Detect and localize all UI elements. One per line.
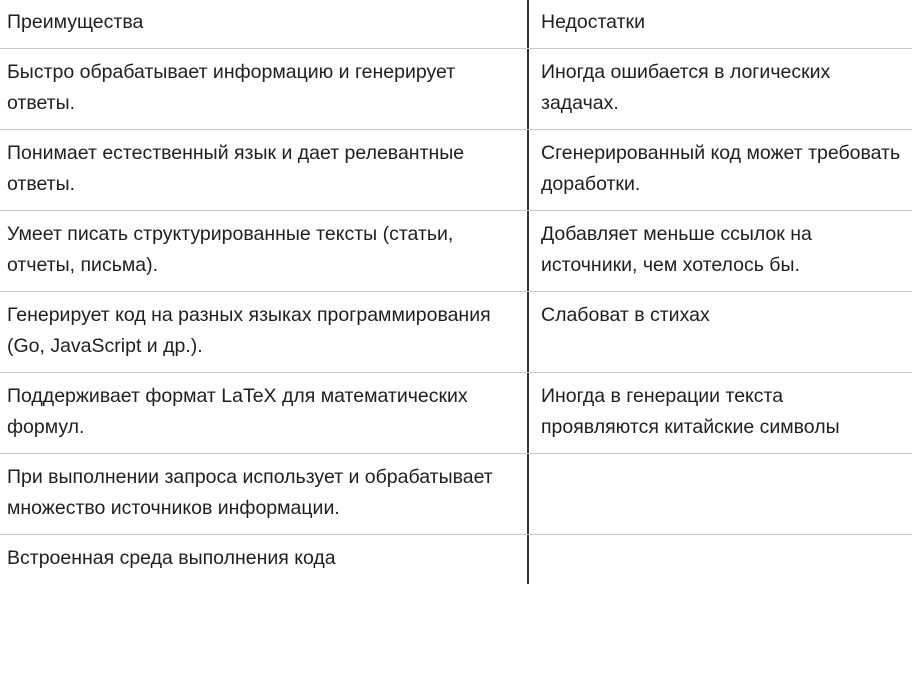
pros-cell: Умеет писать структурированные тексты (статьи, отчеты, письма). (0, 211, 529, 291)
pros-cell: При выполнении запроса использует и обрабатывает множество источников информации. (0, 454, 529, 534)
pros-cell: Генерирует код на разных языках программирования (Go, JavaScript и др.). (0, 292, 529, 372)
table-row (0, 292, 912, 373)
table-row (0, 373, 912, 454)
table-row (0, 535, 912, 584)
table-row (0, 130, 912, 211)
cons-cell: Иногда в генерации текста проявляются китайские символы (541, 385, 840, 438)
table-row (0, 454, 912, 535)
pros-cell: Поддерживает формат LaTeX для математических формул. (0, 373, 529, 453)
cons-cell: Добавляет меньше ссылок на источники, чем хотелось бы. (541, 223, 812, 276)
pros-cell: Быстро обрабатывает информацию и генерирует ответы. (0, 49, 529, 129)
cons-cell: Иногда ошибается в логических задачах. (541, 61, 831, 114)
table-row (0, 211, 912, 292)
cons-cell (529, 535, 912, 584)
pros-cell: Встроенная среда выполнения кода (0, 535, 529, 584)
table-row (0, 49, 912, 130)
cons-cell: Сгенерированный код может требовать доработки. (541, 142, 901, 195)
pros-cell: Понимает естественный язык и дает релевантные ответы. (0, 130, 529, 210)
table-header-row (0, 0, 912, 49)
cons-cell: Слабоват в стихах (541, 304, 710, 326)
header-pros: Преимущества (0, 0, 529, 48)
header-cons: Недостатки (541, 11, 645, 33)
cons-cell (529, 454, 912, 534)
